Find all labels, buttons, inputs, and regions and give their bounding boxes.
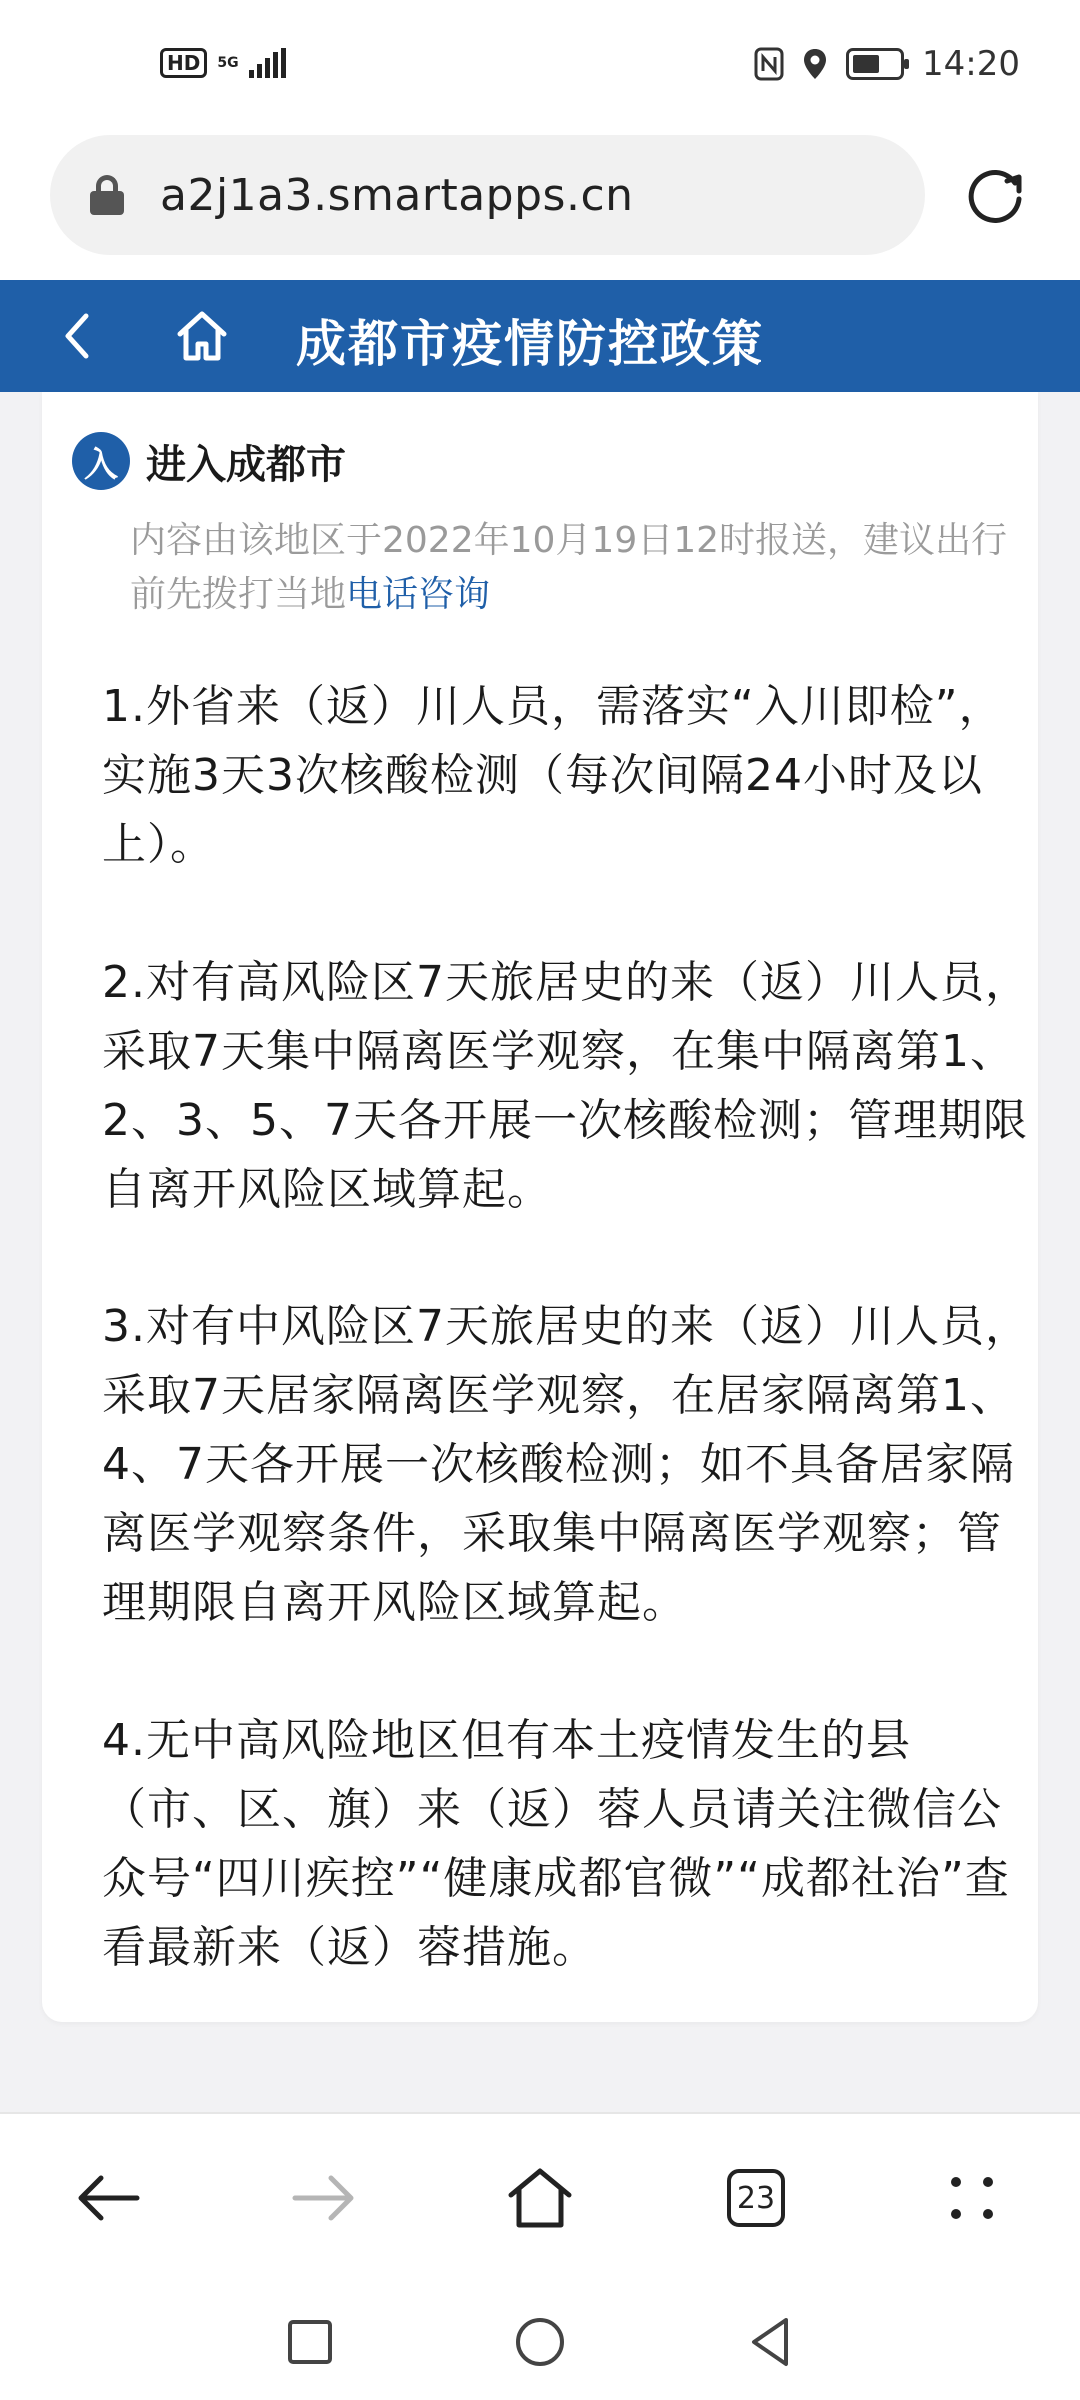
page-title: 成都市疫情防控政策 [296, 315, 764, 373]
policy-item: 3.对有中风险区7天旅居史的来（返）川人员，采取7天居家隔离医学观察，在居家隔离第1、4、7天各开展一次核酸检测；如不具备居家隔离医学观察条件，采取集中隔离医学观察；管理期限自离开风险区域算起。 [102, 1301, 1030, 1628]
back-button[interactable] [68, 2158, 148, 2238]
hd-badge: HD [160, 48, 207, 78]
url-text[interactable]: a2j1a3.smartapps.cn [160, 169, 634, 221]
menu-dots-icon [942, 2168, 1002, 2228]
home-button[interactable] [500, 2158, 580, 2238]
back-triangle-icon[interactable] [740, 2312, 800, 2372]
report-notice [130, 514, 1020, 622]
forward-arrow-icon [289, 2168, 359, 2228]
recent-apps-icon[interactable] [280, 2312, 340, 2372]
status-right [754, 44, 1020, 84]
signal-icon [249, 48, 286, 78]
tabs-button[interactable] [716, 2158, 796, 2238]
forward-button[interactable] [284, 2158, 364, 2238]
status-left [160, 48, 286, 78]
section-title: 进入成都市 [146, 441, 346, 488]
browser-toolbar [0, 2112, 1080, 2292]
policy-item: 1.外省来（返）川人员，需落实“入川即检”，实施3天3次核酸检测（每次间隔24小时及以上）。 [102, 681, 1004, 870]
entry-badge: 入 [72, 432, 130, 490]
home-icon [505, 2165, 575, 2231]
status-bar [0, 0, 1080, 130]
system-nav-bar [0, 2292, 1080, 2400]
back-icon[interactable] [50, 308, 106, 364]
battery-icon [846, 48, 904, 80]
menu-button[interactable] [932, 2158, 1012, 2238]
clock: 14:20 [922, 44, 1020, 84]
app-header [0, 280, 1080, 392]
nfc-icon [754, 47, 784, 81]
home-circle-icon[interactable] [510, 2312, 570, 2372]
phone-consult-link[interactable]: 电话咨询 [346, 574, 491, 615]
browser-address-row [0, 130, 1080, 280]
address-bar[interactable] [50, 135, 925, 255]
lock-icon [90, 175, 124, 215]
section-header [72, 432, 346, 490]
policy-item: 4.无中高风险地区但有本土疫情发生的县（市、区、旗）来（返）蓉人员请关注微信公众号“四川疾控”“健康成都官微”“成都社治”查看最新来（返）蓉措施。 [102, 1715, 1010, 1973]
location-icon [802, 47, 828, 81]
back-arrow-icon [73, 2168, 143, 2228]
notice-text: 内容由该地区于2022年10月19日12时报送，建议出行前先拨打当地 [130, 520, 1008, 615]
network-type: 5G [217, 55, 239, 71]
policy-card [42, 392, 1038, 2022]
reload-icon[interactable] [965, 165, 1027, 227]
tabs-icon: 23 [727, 2169, 785, 2227]
policy-item: 2.对有高风险区7天旅居史的来（返）川人员，采取7天集中隔离医学观察，在集中隔离第1、2、3、5、7天各开展一次核酸检测；管理期限自离开风险区域算起。 [102, 957, 1030, 1215]
home-icon[interactable] [172, 306, 232, 366]
